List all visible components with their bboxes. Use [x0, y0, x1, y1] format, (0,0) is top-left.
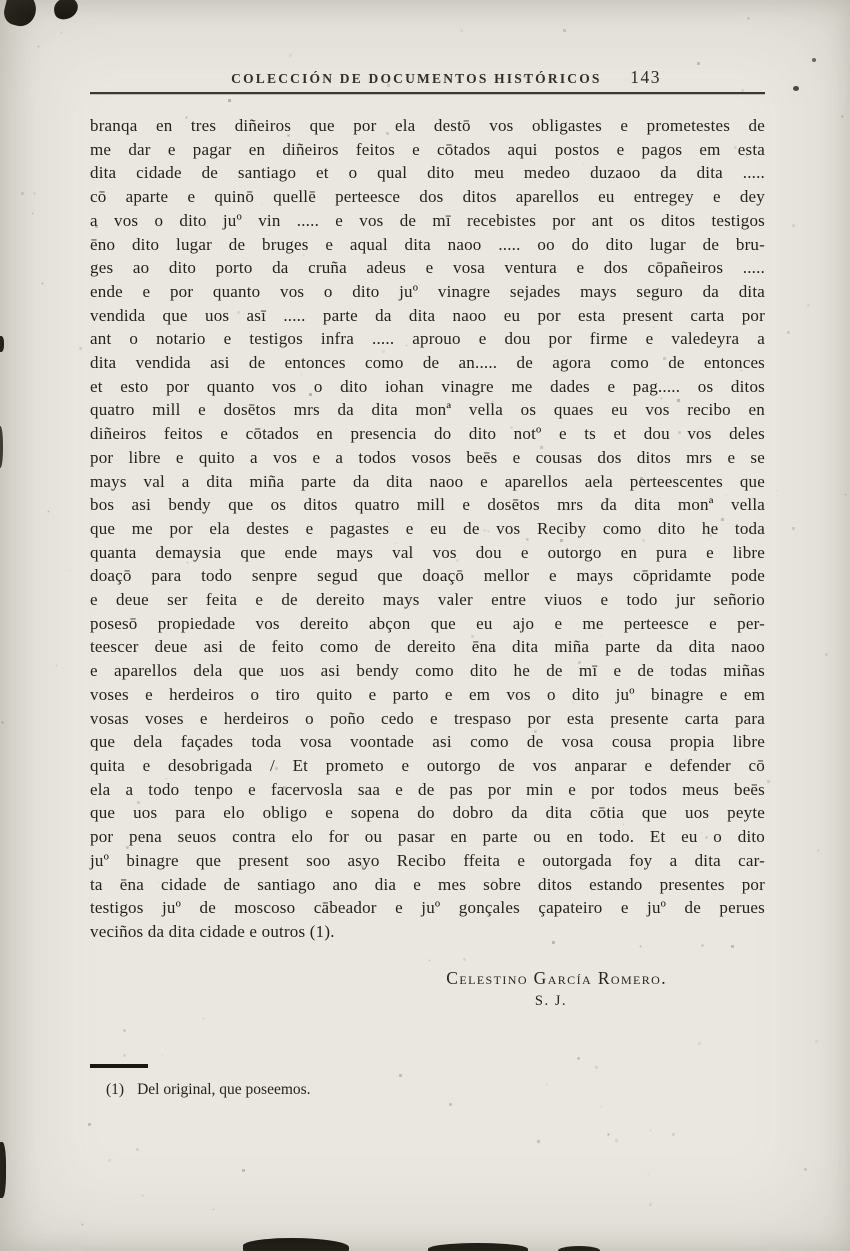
ink-blot	[558, 1246, 600, 1251]
scan-mark	[793, 86, 799, 91]
scan-mark	[0, 336, 4, 352]
text-line: por libre e quito a vos e a todos vosos beēs e cousas dos ditos mrs e se	[90, 447, 765, 467]
ink-blot	[428, 1243, 528, 1251]
footnote-rule	[90, 1064, 148, 1068]
text-line: ges ao dito porto da cruña adeus e vosa ventura e dos cōpañeiros .....	[90, 258, 765, 278]
page-number: 143	[630, 67, 661, 87]
text-line: teescer deue asi de feito como de dereito ēna dita miña parte da dita naoo	[90, 637, 765, 657]
page-content	[90, 67, 765, 1099]
footnote-text: Del original, que poseemos.	[137, 1080, 311, 1098]
text-line: quita e desobrigada / Et prometo e outorgo de vos anparar e defender cō	[90, 755, 765, 775]
text-line: me dar e pagar en diñeiros feitos e cōtados aqui postos e pagos em esta	[90, 139, 765, 159]
text-line: por pena seuos contra elo for ou pasar en parte ou en todo. Et eu o dito	[90, 827, 765, 847]
text-line: vosas voses e herdeiros o poño cedo e trespaso por esta presente carta para	[90, 708, 765, 728]
header-rule	[90, 92, 765, 94]
text-line: ela a todo tenpo e facervosla saa e de pas por min e por todos meus beēs	[90, 779, 765, 799]
text-line: dita vendida asi de entonces como de an..... de agora como de entonces	[90, 353, 765, 373]
footnote	[90, 1081, 765, 1099]
text-line: ant o notario e testigos infra ..... aprouo e dou por firme e valedeyra a	[90, 329, 765, 349]
text-line: ēno dito lugar de bruges e aqual dita naoo ..... oo do dito lugar de bru-	[90, 234, 765, 254]
text-line: ta ēna cidade de santiago ano dia e mes sobre ditos estando presentes por	[90, 874, 765, 894]
ink-blot	[53, 0, 80, 21]
text-line: e deue ser feita e de dereito mays valer entre viuos e todo jur señorio	[90, 590, 765, 610]
text-line: veciños da dita cidade e outros (1).	[90, 921, 335, 941]
running-title: COLECCIÓN DE DOCUMENTOS HISTÓRICOS	[231, 71, 602, 86]
text-line: quatro mill e dosētos mrs da dita monª vella os quaes eu vos recibo en	[90, 400, 765, 420]
text-line: e aparellos dela que uos asi bendy como dito he de mī e de todas miñas	[90, 661, 765, 681]
text-line: doaçō para todo senpre segud que doaçō mellor e mays cōpridamte pode	[90, 566, 765, 586]
text-line: a vos o dito juº vin ..... e vos de mī recebistes por ant os ditos testigos	[90, 210, 765, 230]
footnote-marker: (1)	[106, 1080, 125, 1098]
scan-speckles	[0, 0, 1, 1]
text-line: testigos juº de moscoso cābeador e juº gonçales çapateiro e juº de perues	[90, 898, 765, 918]
text-line: que dela façades toda vosa voontade asi como de vosa cousa propia libre	[90, 732, 765, 752]
document-body	[90, 114, 765, 944]
signature-name: Celestino García Romero.	[446, 967, 667, 988]
text-line: ende e por quanto vos o dito juº vinagre sejades mays seguro da dita	[90, 281, 765, 301]
ink-blot	[243, 1238, 349, 1251]
text-line: diñeiros feitos e cōtados en presencia do dito notº e ts et dou vos deles	[90, 424, 765, 444]
text-line: branqa en tres diñeiros que por ela destō vos obligastes e prometestes de	[90, 116, 765, 135]
page-header	[90, 67, 765, 92]
text-line: dita cidade de santiago et o qual dito meu medeo duzaoo da dita .....	[90, 163, 765, 183]
text-line: voses e herdeiros o tiro quito e parto e em vos o dito juº binagre e em	[90, 684, 765, 704]
scan-mark	[812, 58, 816, 62]
text-line: bos asi bendy que os ditos quatro mill e dosētos mrs da dita monª vella	[90, 495, 765, 515]
text-line: que uos para elo obligo e sopena do dobro da dita cōtia que uos peyte	[90, 803, 765, 823]
scan-mark	[0, 1142, 6, 1198]
text-line: que me por ela destes e pagastes e eu de vos Reciby como dito he toda	[90, 518, 765, 538]
text-line: cō aparte e quinō quellē perteesce dos ditos aparellos eu entregey e dey	[90, 187, 765, 207]
text-line: vendida que uos asī ..... parte da dita naoo eu por esta present carta por	[90, 305, 765, 325]
scan-mark	[0, 426, 3, 468]
signature-block	[90, 968, 765, 1010]
ink-blot	[1, 0, 39, 29]
text-line: mays val a dita miña parte da dita naoo e aparellos aela perteescentes que	[90, 471, 765, 491]
text-line: posesō propiedade vos dereito abçon que eu ajo e me perteesce e per-	[90, 613, 765, 633]
text-line: et esto por quanto vos o dito iohan vinagre me dades e pag..... os ditos	[90, 376, 765, 396]
text-line: quanta demaysia que ende mays val vos dou e outorgo en pura e libre	[90, 542, 765, 562]
text-line: juº binagre que present soo asyo Recibo ffeita e outorgada foy a dita car-	[90, 850, 765, 870]
signature-initials: S. J.	[534, 992, 567, 1009]
